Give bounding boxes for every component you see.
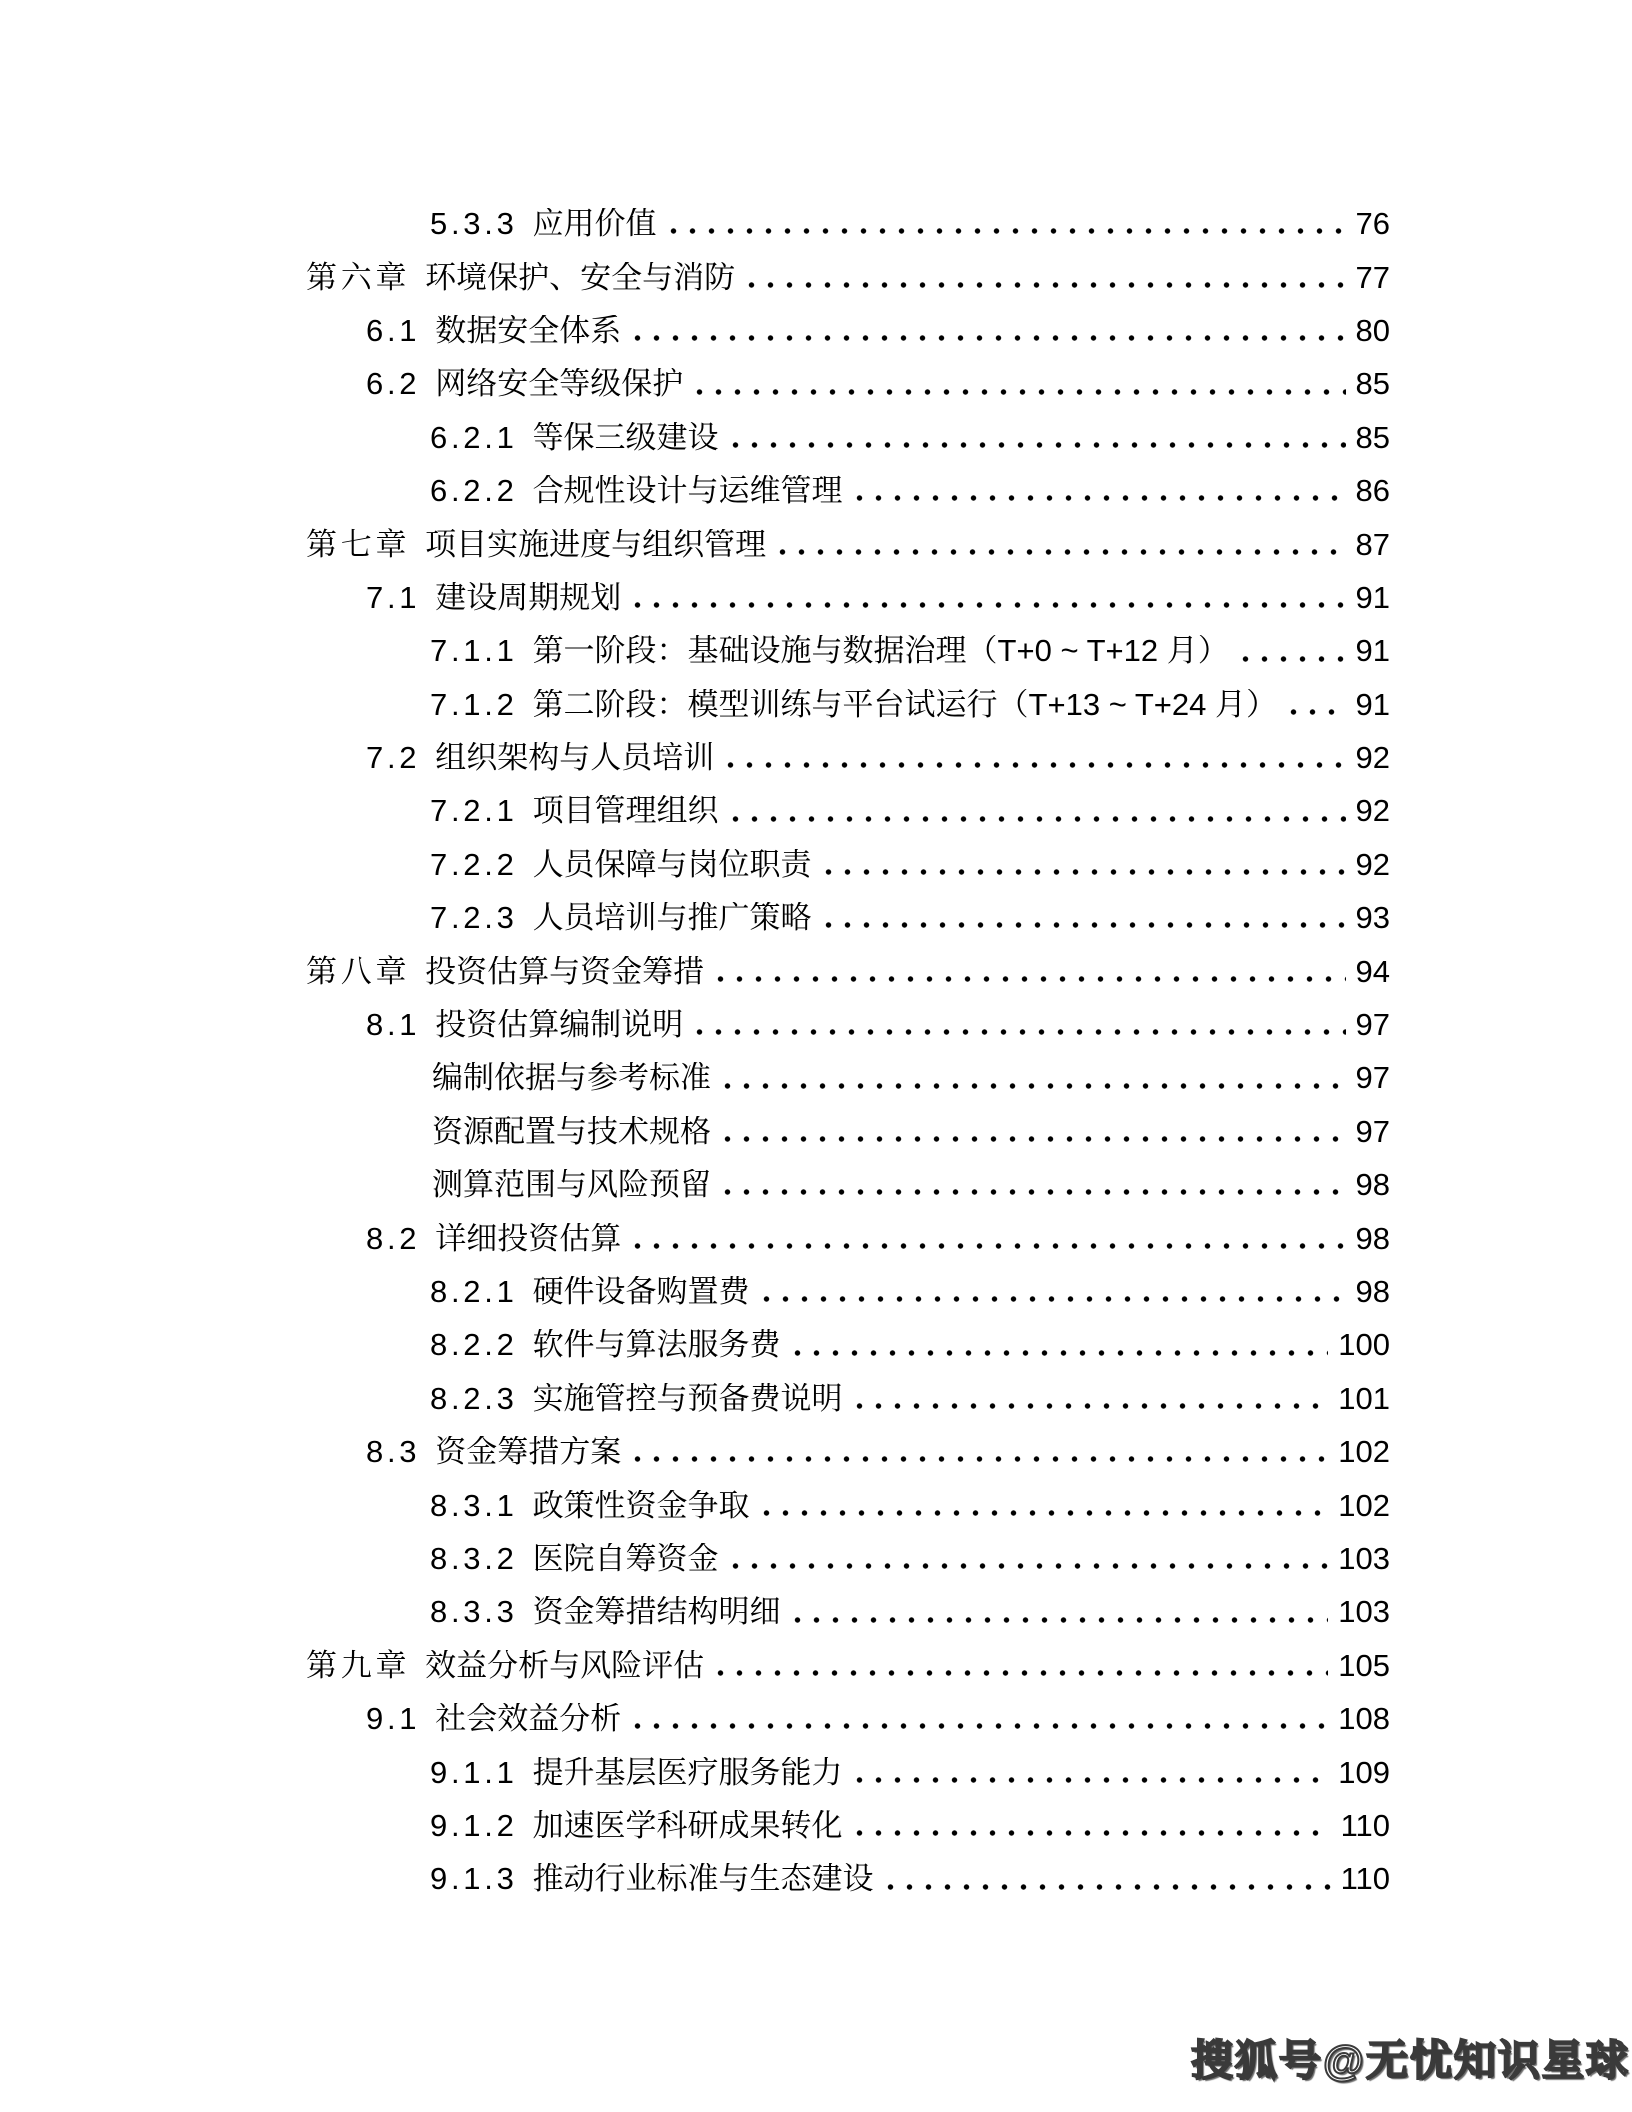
dot-leader (717, 1669, 1328, 1677)
toc-entry-number: 第六章 (306, 259, 411, 295)
toc-entry-page-number: 77 (1355, 259, 1390, 295)
toc-entry-title: 第一阶段：基础设施与数据治理（T+0 ~ T+12 月） (532, 635, 1229, 667)
toc-entry-title: 实施管控与预备费说明 (532, 1382, 843, 1414)
toc-entry (306, 731, 1390, 784)
toc-entry-page-number: 102 (1338, 1434, 1390, 1470)
toc-entry-page-number: 109 (1338, 1754, 1390, 1790)
toc-entry-number: 8.2.3 (430, 1380, 518, 1416)
dot-leader (887, 1883, 1331, 1891)
toc-entry-title: 提升基层医疗服务能力 (532, 1756, 843, 1788)
dot-leader (634, 601, 1345, 609)
toc-entry (306, 944, 1390, 997)
dot-leader (856, 494, 1346, 502)
toc-entry (306, 1425, 1390, 1478)
dot-leader (732, 815, 1346, 823)
toc-entry-number: 8.3.3 (430, 1594, 518, 1630)
toc-entry-title: 项目管理组织 (532, 795, 719, 827)
toc-entry-number: 9.1.1 (430, 1754, 518, 1790)
toc-entry-title: 编制依据与参考标准 (432, 1062, 711, 1094)
toc-entry-title: 推动行业标准与生态建设 (532, 1863, 874, 1895)
toc-entry-title: 软件与算法服务费 (532, 1329, 781, 1361)
toc-entry-title: 资源配置与技术规格 (432, 1115, 711, 1147)
toc-entry (306, 1318, 1390, 1371)
toc-entry (306, 1372, 1390, 1425)
dot-leader (856, 1402, 1329, 1410)
dot-leader (794, 1349, 1329, 1357)
toc-entry-page-number: 97 (1355, 1007, 1390, 1043)
dot-leader (724, 1135, 1346, 1143)
toc-entry-page-number: 92 (1355, 846, 1390, 882)
dot-leader (732, 441, 1346, 449)
toc-entry-title: 人员保障与岗位职责 (532, 848, 812, 880)
dot-leader (634, 1242, 1345, 1250)
toc-entry-number: 8.3.1 (430, 1487, 518, 1523)
dot-leader (825, 868, 1346, 876)
toc-entry (306, 1799, 1390, 1852)
toc-entry-page-number: 91 (1355, 579, 1390, 615)
toc-entry-number: 7.2.3 (430, 900, 518, 936)
dot-leader (670, 227, 1346, 235)
toc-entry-title: 资金筹措方案 (435, 1436, 622, 1468)
toc-entry (306, 1852, 1390, 1905)
toc-entry (306, 197, 1390, 250)
dot-leader (856, 1829, 1331, 1837)
toc-entry-title: 环境保护、安全与消防 (425, 261, 736, 293)
toc-entry-number: 8.3 (366, 1434, 421, 1470)
toc-entry-number: 7.2 (366, 740, 421, 776)
toc-entry-number: 7.2.1 (430, 793, 518, 829)
toc-entry (306, 1532, 1390, 1585)
toc-entry-number: 7.2.2 (430, 846, 518, 882)
toc-entry (306, 304, 1390, 357)
toc-entry-page-number: 92 (1355, 793, 1390, 829)
toc-entry-title: 投资估算编制说明 (435, 1009, 684, 1041)
toc-entry-page-number: 97 (1355, 1113, 1390, 1149)
toc-entry-number: 第九章 (306, 1647, 411, 1683)
toc-entry-page-number: 85 (1355, 419, 1390, 455)
toc-entry-title: 项目实施进度与组织管理 (425, 528, 767, 560)
toc-entry-page-number: 85 (1355, 366, 1390, 402)
dot-leader (717, 975, 1345, 983)
toc-entry-page-number: 108 (1338, 1701, 1390, 1737)
toc-entry-title: 建设周期规划 (435, 581, 622, 613)
toc-entry-title: 人员培训与推广策略 (532, 902, 812, 934)
toc-entry-page-number: 76 (1355, 206, 1390, 242)
toc-entry (306, 1639, 1390, 1692)
toc-entry-number: 8.2 (366, 1220, 421, 1256)
dot-leader (763, 1295, 1346, 1303)
toc-entry-title: 组织架构与人员培训 (435, 742, 715, 774)
toc-entry-page-number: 98 (1355, 1220, 1390, 1256)
toc-entry-title: 详细投资估算 (435, 1222, 622, 1254)
toc-entry-page-number: 103 (1338, 1540, 1390, 1576)
toc-entry-number: 8.2.1 (430, 1274, 518, 1309)
toc-entry-number: 7.1.1 (430, 633, 518, 669)
toc-entry-title: 网络安全等级保护 (435, 368, 684, 400)
toc-entry-number: 7.1.2 (430, 686, 518, 722)
toc-entry-number: 8.1 (366, 1007, 421, 1043)
toc-entry-number: 8.3.2 (430, 1540, 518, 1576)
toc-entry-page-number: 110 (1340, 1861, 1390, 1897)
toc-entry-number: 7.1 (366, 579, 421, 615)
toc-entry (306, 1478, 1390, 1531)
dot-leader (634, 1722, 1328, 1730)
toc-entry-title: 社会效益分析 (435, 1703, 622, 1735)
toc-entry-page-number: 86 (1355, 473, 1390, 509)
toc-entry-page-number: 101 (1338, 1380, 1390, 1416)
toc-entry-title: 等保三级建设 (532, 421, 719, 453)
toc-entry-page-number: 80 (1355, 312, 1390, 348)
toc-entry (306, 1158, 1390, 1211)
dot-leader (825, 921, 1346, 929)
toc-entry-number: 8.2.2 (430, 1327, 518, 1363)
toc-entry-title: 硬件设备购置费 (532, 1276, 750, 1307)
toc-entry-page-number: 97 (1355, 1060, 1390, 1096)
toc-entry (306, 517, 1390, 570)
dot-leader (779, 548, 1345, 556)
dot-leader (748, 281, 1345, 289)
toc-entry-title: 投资估算与资金筹措 (425, 955, 705, 987)
dot-leader (696, 1028, 1345, 1036)
toc-entry-page-number: 105 (1338, 1647, 1390, 1683)
toc-entry-title: 政策性资金争取 (532, 1489, 750, 1521)
toc-entry (306, 571, 1390, 624)
toc-entry-number: 9.1.2 (430, 1807, 518, 1843)
toc-entry-number: 6.2.1 (430, 419, 518, 455)
toc-entry-page-number: 98 (1355, 1167, 1390, 1203)
toc-entry-number: 6.2.2 (430, 473, 518, 509)
toc-entry-page-number: 102 (1338, 1487, 1390, 1523)
toc-entry-number: 5.3.3 (430, 206, 518, 242)
toc-entry-page-number: 91 (1355, 633, 1390, 669)
dot-leader (724, 1082, 1346, 1090)
toc-entry-page-number: 92 (1355, 740, 1390, 776)
dot-leader (634, 1455, 1328, 1463)
toc-entry-title: 应用价值 (532, 208, 657, 240)
toc-entry-page-number: 110 (1340, 1807, 1390, 1843)
toc-entry (306, 1585, 1390, 1638)
toc-entry (306, 250, 1390, 303)
toc-entry (306, 464, 1390, 517)
toc-entry (306, 838, 1390, 891)
toc-entry-title: 第二阶段：模型训练与平台试运行（T+13 ~ T+24 月） (532, 688, 1277, 720)
toc-entry-number: 9.1 (366, 1701, 421, 1737)
toc-entry-page-number: 93 (1355, 900, 1390, 936)
toc-entry-page-number: 91 (1355, 686, 1390, 722)
toc-entry-number: 6.1 (366, 312, 421, 348)
toc-entry (306, 891, 1390, 944)
toc-entry (306, 357, 1390, 410)
dot-leader (763, 1509, 1329, 1517)
toc-entry (306, 1265, 1390, 1318)
toc-entry-page-number: 103 (1338, 1594, 1390, 1630)
dot-leader (794, 1616, 1329, 1624)
toc-entry (306, 678, 1390, 731)
dot-leader (856, 1776, 1329, 1784)
toc-entry (306, 998, 1390, 1051)
toc-entry-title: 合规性设计与运维管理 (532, 475, 843, 507)
toc-entry-number: 9.1.3 (430, 1861, 518, 1897)
dot-leader (634, 334, 1345, 342)
toc-entry-title: 医院自筹资金 (532, 1542, 719, 1574)
toc-entry-title: 加速医学科研成果转化 (532, 1809, 843, 1841)
toc-entry-page-number: 87 (1355, 526, 1390, 562)
toc-entry-page-number: 98 (1355, 1274, 1390, 1309)
dot-leader (1290, 708, 1346, 716)
toc-entry-title: 资金筹措结构明细 (532, 1596, 781, 1628)
dot-leader (732, 1562, 1329, 1570)
toc-entry (306, 411, 1390, 464)
dot-leader (696, 388, 1345, 396)
toc-entry-title: 效益分析与风险评估 (425, 1649, 705, 1681)
toc-entry-page-number: 100 (1338, 1327, 1390, 1363)
toc-entry-page-number: 94 (1355, 953, 1390, 989)
dot-leader (1242, 655, 1346, 663)
toc-entry (306, 1745, 1390, 1798)
table-of-contents (306, 197, 1390, 1906)
toc-entry (306, 784, 1390, 837)
toc-entry-title: 数据安全体系 (435, 314, 622, 346)
toc-entry-title: 测算范围与风险预留 (432, 1169, 711, 1201)
toc-entry (306, 1211, 1390, 1264)
toc-entry (306, 1692, 1390, 1745)
dot-leader (724, 1188, 1346, 1196)
toc-entry (306, 1105, 1390, 1158)
toc-entry-number: 6.2 (366, 366, 421, 402)
toc-entry-number: 第八章 (306, 953, 411, 989)
toc-entry (306, 624, 1390, 677)
dot-leader (727, 761, 1345, 769)
toc-entry-number: 第七章 (306, 526, 411, 562)
watermark-text: 搜狐号@无忧知识星球 (1191, 2037, 1630, 2084)
toc-entry (306, 1051, 1390, 1104)
